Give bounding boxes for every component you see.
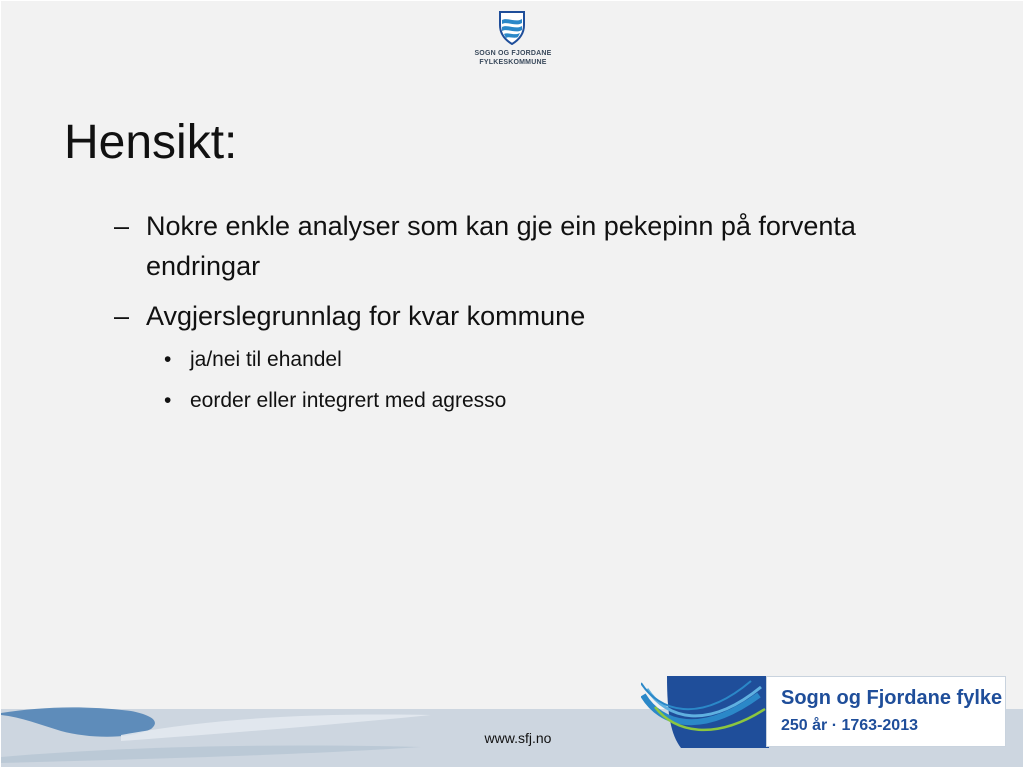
sub-bullet-text: eorder eller integrert med agresso xyxy=(190,389,507,412)
shield-icon xyxy=(498,11,526,45)
bullet-marker: • xyxy=(164,348,172,371)
dash-marker: – xyxy=(114,301,130,331)
slide-title: Hensikt: xyxy=(64,116,238,169)
sub-bullet-item xyxy=(164,345,924,375)
bullet-text: Nokre enkle analyser som kan gje ein pekepinn på forventa endringar xyxy=(146,211,856,281)
footer-wave-decoration xyxy=(1,677,681,767)
logo-text-line2: FYLKESKOMMUNE xyxy=(479,59,547,66)
bullet-marker: • xyxy=(164,389,172,412)
banner-swoosh-graphic xyxy=(641,675,769,749)
bullet-item xyxy=(114,296,974,336)
organization-logo xyxy=(463,11,563,73)
banner-title: Sogn og Fjordane fylke xyxy=(781,687,1003,709)
slide xyxy=(1,1,1023,767)
bullet-text: Avgjerslegrunnlag for kvar kommune xyxy=(146,301,586,331)
sub-bullet-text: ja/nei til ehandel xyxy=(190,348,342,371)
bullet-item xyxy=(114,206,974,286)
website-url[interactable]: www.sfj.no xyxy=(484,730,552,746)
sub-bullet-item xyxy=(164,386,924,416)
logo-text-line1: SOGN OG FJORDANE xyxy=(474,50,552,57)
anniversary-banner xyxy=(641,675,1008,749)
banner-subtitle: 250 år · 1763-2013 xyxy=(781,717,918,734)
logo-text xyxy=(463,49,563,67)
dash-marker: – xyxy=(114,211,130,241)
banner-panel xyxy=(766,676,1006,747)
